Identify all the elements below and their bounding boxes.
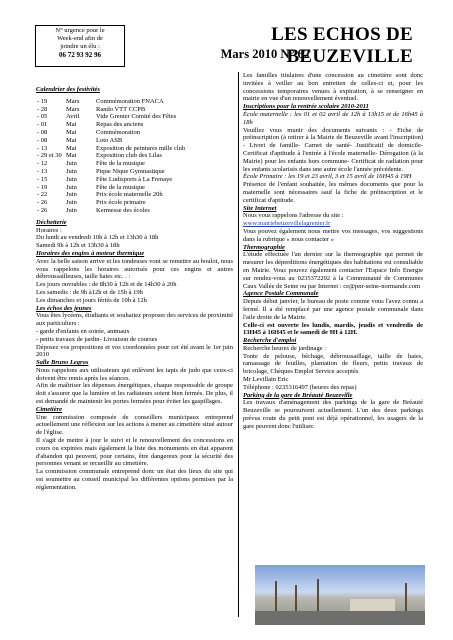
agenda-event: Fête de la musique (96, 183, 145, 191)
urgence-phone: 06 72 93 92 96 (59, 51, 101, 59)
poste-hours: Celle-ci est ouverte les lundis, mardis, jeudis et vendredis de 13H45 à 16H45 et le samedi de 9H à 12H. (243, 321, 423, 337)
horaires-line: Les jours ouvrables : de 8h30 à 12h et de 14h30 à 20h (36, 281, 177, 289)
tree (275, 581, 277, 611)
agenda-event: Repas des anciens (96, 121, 144, 129)
urgence-line: N° urgence pour le (55, 27, 105, 34)
emploi-text: Mr Levillain Eric (243, 376, 289, 384)
emploi-text: Tonte de pelouse, bêchage, débroussaillage, taille de haies, ramassage de feuilles, plantation de fleurs, petits travaux de bricolage, Chèques Emploi Service acceptés (243, 352, 423, 376)
agenda-day: - 12 (37, 160, 48, 168)
urgence-line: Week-end afin de (57, 35, 103, 42)
agenda-event: Commémoration (96, 128, 141, 136)
agenda-day: - 15 (37, 175, 48, 183)
poste-heading: Agence Postale Communale (243, 290, 319, 298)
agenda-month: Juin (66, 167, 77, 175)
site-text: Vous pouvez également nous mettre vos messages, vos suggestions dans la rubrique « nous contacter » (243, 227, 423, 243)
agenda-month: Juin (66, 175, 77, 183)
agenda-day: - 26 (37, 206, 48, 214)
cimetiere-continued: Les familles titulaires d'une concession au cimetière sont donc invitées à veiller au bon entretien de celles-ci et, pour les concessions temporaires venues à expiration, à se renseigner en mairie en vue d'un renouvellement éventuel. (243, 72, 423, 103)
cimetiere-text: Une commission composée de conseillers municipaux entreprend actuellement une réflexion sur les actions à mener au cimetière situé autour de l'église. (36, 413, 233, 437)
agenda-day: - 26 (37, 199, 48, 207)
agenda-day: - 08 (37, 136, 48, 144)
agenda-month: Mai (66, 121, 77, 129)
agenda-day: - 08 (37, 128, 48, 136)
agenda-event: Prix école maternelle 20h (96, 191, 163, 199)
agenda-month: Mai (66, 144, 77, 152)
agenda-event: Fête de la musique (96, 160, 145, 168)
thermo-heading: Thermographie (243, 243, 285, 251)
newsletter-title: LES ECHOS DE BEUZEVILLE (271, 24, 413, 67)
agenda-month: Juin (66, 183, 77, 191)
agenda-month: Juin (66, 191, 77, 199)
agenda-heading: Calendrier des festivités (36, 86, 100, 93)
thermo-text: L'étude effectuée l'an dernier sur la thermographie qui permet de mesurer les déperditions énergétiques des habitations est consultable en Mairie. Vous pouvez également contacter l'Espace Info Energie sur rendez-vous au 0235372292 à la Communauté de Communes Caux Vallée de Seine ou par Internet : ce@pnr-seine-normande.com (243, 251, 423, 290)
parking-photo (255, 565, 425, 625)
inscriptions-text: Veuillez vous munir des documents suivants : - Fiche de préinscription (à retirer à la Mairie de Beuzeville avant l'inscription) - Livret de famille- Carnet de santé- Justificatif de domicile- Certificat d'aptitude à l'entrée à l'école maternelle- Dérogation (à la Mairie) pour les enfants hors commune- Certificat de radiation pour les enfants scolarisés dans une autre école l'année précédente. (243, 126, 423, 173)
agenda-event: Kermesse des écoles (96, 206, 150, 214)
issue-label: Mars 2010 N° 62 (220, 47, 310, 61)
horaires-text: Avec la belle saison arrive et les tondeuses vont se remettre au boulot, nous vous rappelons les horaires autorisés pour ces engins et autres débroussailleuses, taille haies etc. . : (36, 257, 233, 281)
tree (295, 585, 297, 611)
poste-text: Depuis début janvier, le bureau de poste comme vous l'avez connu a fermé. Il a été remplacé par une agence postale communale dans l'aile droite de la Mairie. (243, 298, 423, 321)
agenda-day: - 13 (37, 144, 48, 152)
salle-heading: Salle Bruno Legros (36, 359, 89, 367)
jeunes-text: Vous êtes lycéens, étudiants et souhaitez proposer des services de proximité aux particuliers : (36, 312, 233, 328)
agenda-month: Mars (66, 105, 80, 113)
agenda-day: - 01 (37, 121, 48, 129)
emploi-text: Recherche heures de jardinage : (243, 344, 327, 352)
salle-text: Nous rappelons aux utilisateurs qui enlèvent les tapis de judo que ceux-ci doivent être remis après les séances. (36, 366, 233, 382)
agenda-event: Rando VTT CCPB (96, 105, 146, 113)
agenda-month: Avril (66, 113, 80, 121)
inscriptions-text: École maternelle : les 01 et 02 avril de 12h à 13h15 et de 16h45 à 18h (243, 110, 423, 126)
agenda-event: Exposition de peintures mille club (96, 144, 186, 152)
agenda-month: Mai (66, 152, 77, 160)
column-divider (238, 72, 239, 617)
agenda-month: Mai (66, 136, 77, 144)
agenda-event: Fête Ludisports à La Frenaye (96, 175, 173, 183)
agenda-day: - 05 (37, 113, 48, 121)
parking-heading: Parking de la gare de Bréauté Beuzeville (243, 391, 353, 399)
parking-text: Les travaux d'aménagement des parkings de la gare de Bréauté Beuzeville se poursuivent actuellement. L'un des deux parkings prévus route du petit pont est déjà opérationnel, les usagers de la gare peuvent donc l'utiliser. (243, 399, 423, 430)
agenda-month: Mars (66, 97, 80, 105)
agenda-day: - 29 et 30 (37, 152, 62, 160)
agenda-event: Loto ASB (96, 136, 123, 144)
agenda-event: Vide Grenier Comité des Fêtes (96, 113, 177, 121)
jeunes-line: - garde d'enfants en soirée, animaux (36, 327, 130, 335)
station-building (350, 599, 395, 611)
inscriptions-heading: Inscriptions pour la rentrée scolaire 2010-2011 (243, 103, 369, 111)
agenda-day: - 19 (37, 183, 48, 191)
urgence-line: joindre un élu : (60, 43, 100, 50)
decheterie-line: Horaires : (36, 226, 62, 234)
salle-text: Afin de maîtriser les dépenses énergétiques, chaque responsable de groupe doit s'assurer que la lumière et les radiateurs soient bien fermés. De plus, il est demandé de maintenir les portes fermées pour éviter les gaspillages. (36, 382, 233, 406)
decheterie-line: Du lundi au vendredi 10h à 12h et 13h30 à 18h (36, 234, 159, 242)
tree (317, 579, 319, 611)
site-url-link[interactable]: www.mairiebeuzevillelagrenier.fr (243, 220, 331, 228)
agenda-event: Pique Nique Gymnastique (96, 167, 165, 175)
left-column (36, 86, 233, 492)
site-heading: Site Internet (243, 204, 277, 212)
emploi-text: Téléphone : 0235316497 (heures des repas) (243, 383, 357, 391)
jeunes-line: - petits travaux de jardin- Livraison de courses (36, 335, 158, 343)
horaires-line: Les dimanches et jours fériés de 10h à 12h (36, 296, 147, 304)
agenda-event: Prix école primaire (96, 199, 146, 207)
cimetiere-heading: Cimetière (36, 405, 62, 413)
tree (405, 583, 407, 611)
agenda-table (37, 98, 233, 215)
site-text: Nous vous rappelons l'adresse du site : (243, 212, 344, 220)
agenda-day: - 22 (37, 191, 48, 199)
decheterie-heading: Déchetterie (36, 218, 67, 226)
parking-lot (255, 611, 425, 625)
cimetiere-text: Il s'agit de mettre à jour le suivi et le renouvellement des concessions en cours ou expirées mais également la liste des monuments en état apparent d'abandon qui peuvent, pour certains, être dangereux pour la sécurité des personnes venant se recueillir au cimetière. (36, 437, 233, 468)
agenda-day: - 13 (37, 167, 48, 175)
jeunes-heading: Les échos des jeunes (36, 304, 92, 312)
inscriptions-text: École Primaire : les 19 et 23 avril, 3 et 15 avril de 16H45 à 19H (243, 173, 412, 181)
agenda-month: Juin (66, 160, 77, 168)
agenda-month: Juin (66, 206, 77, 214)
urgence-box (35, 25, 125, 67)
agenda-month: Mai (66, 128, 77, 136)
horaires-line: Les samedis : de 9h à12h et de 15h à 19h (36, 288, 143, 296)
agenda-day: - 19 (37, 97, 48, 105)
jeunes-text: Déposez vos propositions et vos coordonnées pour cet été avant le 1er juin 2010 (36, 343, 233, 359)
agenda-event: Exposition club des Lilas (96, 152, 162, 160)
agenda-event: Commémoration FNACA (96, 97, 164, 105)
decheterie-line: Samedi 9h à 12h et 13h30 à 18h (36, 242, 120, 250)
right-column (243, 72, 423, 431)
horaires-heading: Horaires des engins à moteur thermique (36, 249, 145, 257)
agenda-day: - 28 (37, 105, 48, 113)
emploi-heading: Recherche d'emploi (243, 337, 297, 345)
cimetiere-text: La commission communale entreprend donc un état des lieux du site qui est soumettre au conseil municipal les différentes options permises par la réglementation. (36, 468, 233, 491)
agenda-month: Juin (66, 199, 77, 207)
inscriptions-text: Présence de l'enfant souhaitée, les mêmes documents que pour la maternelle sont nécessaires sauf la fiche de préinscription et le certificat d'aptitude. (243, 181, 423, 204)
